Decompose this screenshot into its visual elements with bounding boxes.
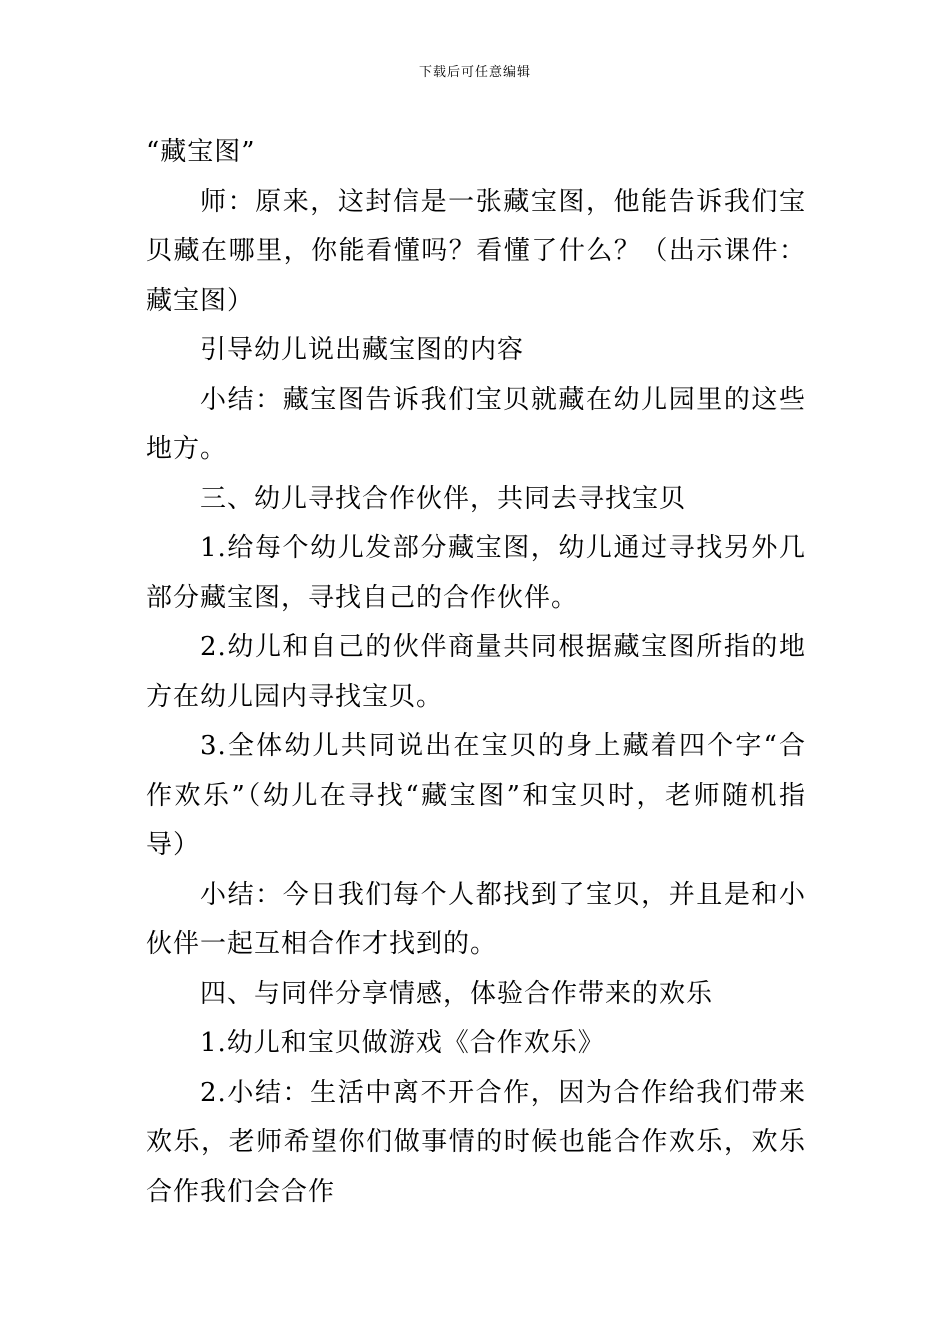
paragraph-guide-children: 引导幼儿说出藏宝图的内容 xyxy=(200,335,525,365)
list-item-4-2: 2.小结：生活中离不开合作，因为合作给我们带来欢乐，老师希望你们做事情的时候也能合作欢乐，欢乐合作我们会合作 xyxy=(146,1077,806,1207)
paragraph-summary-2: 小结：今日我们每个人都找到了宝贝，并且是和小伙伴一起互相合作才找到的。 xyxy=(146,879,806,959)
page-header: 下载后可任意编辑 xyxy=(418,65,531,80)
document-body xyxy=(146,128,806,1217)
section-heading-4: 四、与同伴分享情感，体验合作带来的欢乐 xyxy=(200,978,714,1009)
paragraph-title-treasure-map: “藏宝图” xyxy=(146,137,256,167)
list-item-3-2: 2.幼儿和自己的伙伴商量共同根据藏宝图所指的地方在幼儿园内寻找宝贝。 xyxy=(146,632,806,712)
paragraph-teacher-speech: 师：原来，这封信是一张藏宝图，他能告诉我们宝贝藏在哪里，你能看懂吗？看懂了什么？（出示课件：藏宝图） xyxy=(146,186,806,316)
list-item-3-1: 1.给每个幼儿发部分藏宝图，幼儿通过寻找另外几部分藏宝图，寻找自己的合作伙伴。 xyxy=(146,533,806,613)
section-heading-3: 三、幼儿寻找合作伙伴，共同去寻找宝贝 xyxy=(200,483,687,514)
list-item-4-1: 1.幼儿和宝贝做游戏《合作欢乐》 xyxy=(200,1028,605,1058)
list-item-3-3: 3.全体幼儿共同说出在宝贝的身上藏着四个字“合作欢乐”（幼儿在寻找“藏宝图”和宝贝时，老师随机指导） xyxy=(146,731,806,860)
paragraph-summary-1: 小结：藏宝图告诉我们宝贝就藏在幼儿园里的这些地方。 xyxy=(146,384,806,464)
